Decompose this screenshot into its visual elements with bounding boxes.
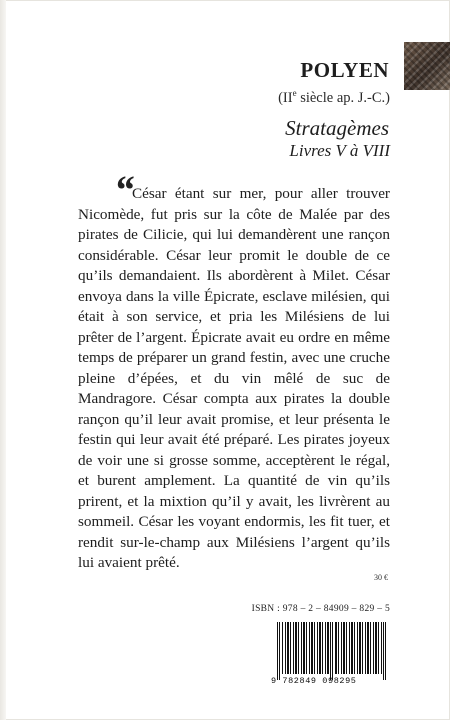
dates-prefix: (II: [278, 89, 293, 106]
barcode-digits: 9 782849 098295: [271, 676, 357, 686]
opening-quote-icon: “: [114, 167, 134, 212]
barcode-guard-right: [383, 622, 387, 680]
publisher-emblem: [404, 42, 450, 90]
barcode-guard-middle: [330, 622, 334, 680]
barcode-guard-left: [277, 622, 281, 680]
price-label: 30 €: [374, 573, 388, 582]
barcode: [271, 618, 391, 690]
spine-edge: [0, 0, 6, 720]
book-title: Stratagèmes: [285, 116, 389, 140]
excerpt-text: César étant sur mer, pour aller trouver Nicomède, fut pris sur la côte de Malée par des pirates de Cilicie, qui lui demandèrent une rançon considérable. César leur promit le double de ce qu’ils demandaient. Ils abordèrent à Milet. César envoya dans la ville Épicrate, esclave milésien, qui était à son service, et pria les Milésiens de lui prêter de l’argent. Épicrate avait eu ordre en même temps de préparer un grand festin, avec une cruche pleine d’épées, et du vin mêlé de suc de Mandragore. César compta aux pirates la double rançon qu’il leur avait promise, et leur présenta le festin qui leur avait été préparé. Les pirates joyeux de voir une si grosse somme, acceptèrent le régal, et burent amplement. La quantité de vin qu’ils prirent, et la mixtion qu’il y avait, les livrèrent au sommeil. César les voyant endormis, les fit tuer, et rendit sur-le-champ aux Milésiens l’argent qu’ils lui avaient prêté.: [78, 185, 390, 571]
dates-superscript: e: [292, 88, 297, 98]
author-dates: [278, 88, 390, 107]
isbn-label: ISBN : 978 – 2 – 84909 – 829 – 5: [251, 604, 390, 614]
author-name: POLYEN: [300, 58, 389, 82]
dates-suffix: siècle ap. J.-C.): [296, 89, 390, 106]
book-subtitle: Livres V à VIII: [289, 141, 390, 160]
